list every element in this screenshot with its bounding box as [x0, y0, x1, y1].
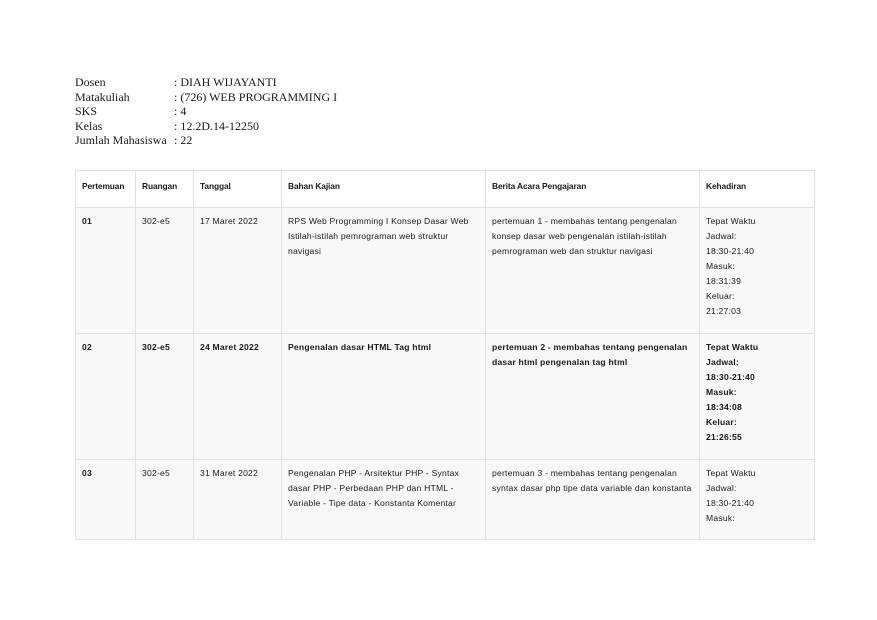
- info-value: : 4: [174, 104, 187, 119]
- cell-ruangan: 302-e5: [136, 208, 194, 334]
- header-ruangan: Ruangan: [136, 171, 194, 208]
- cell-bahan-kajian: RPS Web Programming I Konsep Dasar Web Istilah-istilah pemrograman web struktur navigasi: [282, 208, 486, 334]
- info-row-sks: [75, 104, 337, 119]
- cell-pertemuan: 02: [76, 334, 136, 460]
- cell-pertemuan: 01: [76, 208, 136, 334]
- kehadiran-status: Tepat Waktu: [706, 342, 759, 352]
- kehadiran-keluar-value: 21:27:03: [706, 306, 742, 316]
- kehadiran-status: Tepat Waktu: [706, 216, 756, 226]
- kehadiran-status: Tepat Waktu: [706, 468, 756, 478]
- cell-ruangan: 302-e5: [136, 460, 194, 540]
- info-label: Jumlah Mahasiswa: [75, 133, 167, 148]
- cell-tanggal: 24 Maret 2022: [194, 334, 282, 460]
- header-tanggal: Tanggal: [194, 171, 282, 208]
- kehadiran-masuk-value: 18:34:08: [706, 402, 743, 412]
- header-berita-acara: Berita Acara Pengajaran: [486, 171, 700, 208]
- kehadiran-masuk-label: Masuk:: [706, 513, 735, 523]
- cell-berita-acara: pertemuan 1 - membahas tentang pengenalan konsep dasar web pengenalan istilah-istilah pemrograman web dan struktur navigasi: [486, 208, 700, 334]
- kehadiran-masuk-value: 18:31:39: [706, 276, 742, 286]
- info-row-kelas: [75, 119, 337, 134]
- table-row: [76, 460, 815, 540]
- cell-ruangan: 302-e5: [136, 334, 194, 460]
- table-header-row: [76, 171, 815, 208]
- info-label: Kelas: [75, 118, 103, 133]
- info-row-jumlah-mahasiswa: [75, 133, 337, 148]
- info-value: : DIAH WIJAYANTI: [174, 75, 277, 89]
- info-value: : 12.2D.14-12250: [174, 118, 259, 133]
- cell-tanggal: 17 Maret 2022: [194, 208, 282, 334]
- kehadiran-keluar-value: 21:26:55: [706, 432, 743, 442]
- cell-kehadiran: [700, 334, 815, 460]
- attendance-table: [75, 170, 815, 540]
- kehadiran-masuk-label: Masuk:: [706, 261, 735, 271]
- kehadiran-jadwal-value: 18:30-21:40: [706, 498, 755, 508]
- header-kehadiran: Kehadiran: [700, 171, 815, 208]
- cell-bahan-kajian: Pengenalan dasar HTML Tag html: [282, 334, 486, 460]
- info-row-matakuliah: [75, 90, 337, 105]
- cell-berita-acara: pertemuan 2 - membahas tentang pengenalan dasar html pengenalan tag html: [486, 334, 700, 460]
- cell-tanggal: 31 Maret 2022: [194, 460, 282, 540]
- info-value: : (726) WEB PROGRAMMING I: [174, 89, 338, 104]
- table-row: [76, 334, 815, 460]
- info-row-dosen: [75, 75, 337, 90]
- header-pertemuan: Pertemuan: [76, 171, 136, 208]
- cell-pertemuan: 03: [76, 460, 136, 540]
- kehadiran-jadwal-label: Jadwal:: [706, 231, 737, 241]
- header-bahan-kajian: Bahan Kajian: [282, 171, 486, 208]
- kehadiran-masuk-label: Masuk:: [706, 387, 737, 397]
- kehadiran-keluar-label: Keluar:: [706, 417, 738, 427]
- cell-kehadiran: [700, 460, 815, 540]
- info-value: : 22: [174, 133, 193, 148]
- kehadiran-keluar-label: Keluar:: [706, 291, 735, 301]
- table-row: [76, 208, 815, 334]
- info-label: Dosen: [75, 75, 106, 89]
- cell-berita-acara: pertemuan 3 - membahas tentang pengenalan syntax dasar php tipe data variable dan konstanta: [486, 460, 700, 540]
- kehadiran-jadwal-value: 18:30-21:40: [706, 246, 755, 256]
- cell-kehadiran: [700, 208, 815, 334]
- info-label: Matakuliah: [75, 89, 130, 104]
- kehadiran-jadwal-label: Jadwal:: [706, 483, 737, 493]
- info-label: SKS: [75, 104, 98, 119]
- course-info: [75, 75, 337, 148]
- kehadiran-jadwal-value: 18:30-21:40: [706, 372, 756, 382]
- kehadiran-jadwal-label: Jadwal:: [706, 357, 739, 367]
- cell-bahan-kajian: Pengenalan PHP - Arsitektur PHP - Syntax dasar PHP - Perbedaan PHP dan HTML - Variable - Tipe data - Konstanta Komentar: [282, 460, 486, 540]
